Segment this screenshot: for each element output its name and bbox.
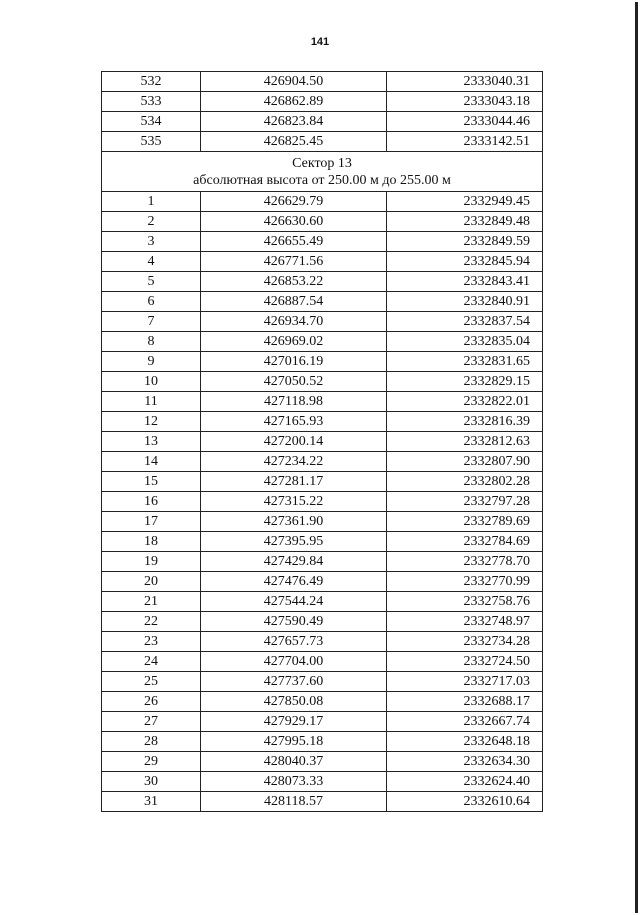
coordinate-y: 2332778.70 xyxy=(387,552,543,572)
table-row xyxy=(102,752,543,772)
table-row xyxy=(102,532,543,552)
point-number: 4 xyxy=(102,252,201,272)
point-number: 28 xyxy=(102,732,201,752)
table-row xyxy=(102,652,543,672)
coordinate-x: 426969.02 xyxy=(201,332,387,352)
point-number: 19 xyxy=(102,552,201,572)
point-number: 6 xyxy=(102,292,201,312)
coordinate-x: 427050.52 xyxy=(201,372,387,392)
coordinate-x: 426771.56 xyxy=(201,252,387,272)
coordinate-y: 2332717.03 xyxy=(387,672,543,692)
table-row xyxy=(102,692,543,712)
sector-title: Сектор 13 xyxy=(292,156,352,171)
table-row xyxy=(102,92,543,112)
sector-header xyxy=(102,152,543,192)
coordinate-x: 427118.98 xyxy=(201,392,387,412)
coordinate-y: 2332789.69 xyxy=(387,512,543,532)
point-number: 23 xyxy=(102,632,201,652)
coordinate-x: 427016.19 xyxy=(201,352,387,372)
sector-header-row xyxy=(102,152,543,192)
point-number: 30 xyxy=(102,772,201,792)
table-row xyxy=(102,672,543,692)
point-number: 29 xyxy=(102,752,201,772)
coordinate-y: 2332724.50 xyxy=(387,652,543,672)
coordinate-y: 2332770.99 xyxy=(387,572,543,592)
coordinate-y: 2332807.90 xyxy=(387,452,543,472)
table-row xyxy=(102,592,543,612)
page-number: 141 xyxy=(310,36,330,48)
point-number: 9 xyxy=(102,352,201,372)
point-number: 15 xyxy=(102,472,201,492)
coordinate-y: 2332837.54 xyxy=(387,312,543,332)
point-number: 535 xyxy=(102,132,201,152)
coordinate-y: 2332748.97 xyxy=(387,612,543,632)
coordinate-y: 2332812.63 xyxy=(387,432,543,452)
coordinate-x: 427476.49 xyxy=(201,572,387,592)
table-row xyxy=(102,292,543,312)
point-number: 25 xyxy=(102,672,201,692)
coordinates-table xyxy=(101,71,543,812)
scan-edge-line xyxy=(635,2,638,913)
point-number: 14 xyxy=(102,452,201,472)
table-row xyxy=(102,512,543,532)
coordinate-y: 2333043.18 xyxy=(387,92,543,112)
coordinate-x: 428073.33 xyxy=(201,772,387,792)
coordinate-y: 2332829.15 xyxy=(387,372,543,392)
coordinate-x: 427850.08 xyxy=(201,692,387,712)
point-number: 22 xyxy=(102,612,201,632)
coordinate-x: 427165.93 xyxy=(201,412,387,432)
point-number: 26 xyxy=(102,692,201,712)
point-number: 11 xyxy=(102,392,201,412)
table-row xyxy=(102,192,543,212)
point-number: 27 xyxy=(102,712,201,732)
table-row xyxy=(102,552,543,572)
table-row xyxy=(102,792,543,812)
coordinate-x: 427200.14 xyxy=(201,432,387,452)
table-row xyxy=(102,452,543,472)
coordinate-x: 426629.79 xyxy=(201,192,387,212)
table-row xyxy=(102,112,543,132)
coordinate-y: 2332849.48 xyxy=(387,212,543,232)
table-row xyxy=(102,212,543,232)
point-number: 17 xyxy=(102,512,201,532)
coordinate-x: 426630.60 xyxy=(201,212,387,232)
point-number: 8 xyxy=(102,332,201,352)
point-number: 10 xyxy=(102,372,201,392)
table-row xyxy=(102,312,543,332)
table-row xyxy=(102,132,543,152)
point-number: 5 xyxy=(102,272,201,292)
coordinate-y: 2332843.41 xyxy=(387,272,543,292)
coordinate-y: 2333142.51 xyxy=(387,132,543,152)
point-number: 3 xyxy=(102,232,201,252)
table-row xyxy=(102,772,543,792)
table-row xyxy=(102,492,543,512)
coordinate-y: 2332688.17 xyxy=(387,692,543,712)
table-row xyxy=(102,232,543,252)
point-number: 13 xyxy=(102,432,201,452)
coordinate-y: 2332610.64 xyxy=(387,792,543,812)
table-row xyxy=(102,352,543,372)
coordinate-x: 426823.84 xyxy=(201,112,387,132)
coordinate-y: 2332840.91 xyxy=(387,292,543,312)
point-number: 18 xyxy=(102,532,201,552)
table-row xyxy=(102,712,543,732)
coordinate-x: 426655.49 xyxy=(201,232,387,252)
coordinate-y: 2332624.40 xyxy=(387,772,543,792)
coordinate-x: 428040.37 xyxy=(201,752,387,772)
coordinate-y: 2333044.46 xyxy=(387,112,543,132)
point-number: 534 xyxy=(102,112,201,132)
point-number: 21 xyxy=(102,592,201,612)
point-number: 2 xyxy=(102,212,201,232)
coordinate-x: 426887.54 xyxy=(201,292,387,312)
coordinate-x: 427590.49 xyxy=(201,612,387,632)
coordinate-x: 427315.22 xyxy=(201,492,387,512)
coordinate-y: 2332758.76 xyxy=(387,592,543,612)
coordinate-x: 427544.24 xyxy=(201,592,387,612)
coordinate-y: 2332949.45 xyxy=(387,192,543,212)
point-number: 1 xyxy=(102,192,201,212)
coordinate-y: 2332634.30 xyxy=(387,752,543,772)
coordinate-y: 2332835.04 xyxy=(387,332,543,352)
point-number: 533 xyxy=(102,92,201,112)
table-row xyxy=(102,392,543,412)
coordinate-y: 2332845.94 xyxy=(387,252,543,272)
table-row xyxy=(102,412,543,432)
coordinate-y: 2332802.28 xyxy=(387,472,543,492)
coordinate-x: 426825.45 xyxy=(201,132,387,152)
coordinate-x: 427657.73 xyxy=(201,632,387,652)
coordinate-y: 2332822.01 xyxy=(387,392,543,412)
coordinate-x: 427704.00 xyxy=(201,652,387,672)
coordinate-x: 427395.95 xyxy=(201,532,387,552)
coordinate-x: 426934.70 xyxy=(201,312,387,332)
coordinate-x: 427929.17 xyxy=(201,712,387,732)
table-row xyxy=(102,332,543,352)
point-number: 31 xyxy=(102,792,201,812)
point-number: 532 xyxy=(102,72,201,92)
coordinate-x: 426862.89 xyxy=(201,92,387,112)
coordinate-x: 426853.22 xyxy=(201,272,387,292)
coordinate-y: 2332849.59 xyxy=(387,232,543,252)
coordinate-x: 427361.90 xyxy=(201,512,387,532)
table-top-rows xyxy=(102,72,543,152)
table-row xyxy=(102,572,543,592)
coordinate-y: 2332816.39 xyxy=(387,412,543,432)
coordinate-y: 2332667.74 xyxy=(387,712,543,732)
point-number: 20 xyxy=(102,572,201,592)
coordinate-x: 427234.22 xyxy=(201,452,387,472)
coordinate-x: 427995.18 xyxy=(201,732,387,752)
coordinate-x: 427737.60 xyxy=(201,672,387,692)
coordinate-x: 428118.57 xyxy=(201,792,387,812)
point-number: 7 xyxy=(102,312,201,332)
coordinate-y: 2332734.28 xyxy=(387,632,543,652)
coordinate-y: 2332797.28 xyxy=(387,492,543,512)
table-row xyxy=(102,432,543,452)
point-number: 24 xyxy=(102,652,201,672)
coordinate-y: 2332831.65 xyxy=(387,352,543,372)
coordinate-x: 426904.50 xyxy=(201,72,387,92)
table-row xyxy=(102,472,543,492)
table-row xyxy=(102,272,543,292)
coordinate-y: 2333040.31 xyxy=(387,72,543,92)
table-sector-rows xyxy=(102,192,543,812)
table-row xyxy=(102,72,543,92)
coordinate-y: 2332784.69 xyxy=(387,532,543,552)
coordinate-x: 427429.84 xyxy=(201,552,387,572)
sector-subtitle: абсолютная высота от 250.00 м до 255.00 м xyxy=(193,173,451,188)
point-number: 16 xyxy=(102,492,201,512)
table-row xyxy=(102,632,543,652)
table-row xyxy=(102,612,543,632)
table-row xyxy=(102,372,543,392)
table-row xyxy=(102,252,543,272)
coordinate-x: 427281.17 xyxy=(201,472,387,492)
sector-header-cell xyxy=(102,152,543,192)
table-row xyxy=(102,732,543,752)
point-number: 12 xyxy=(102,412,201,432)
coordinate-y: 2332648.18 xyxy=(387,732,543,752)
